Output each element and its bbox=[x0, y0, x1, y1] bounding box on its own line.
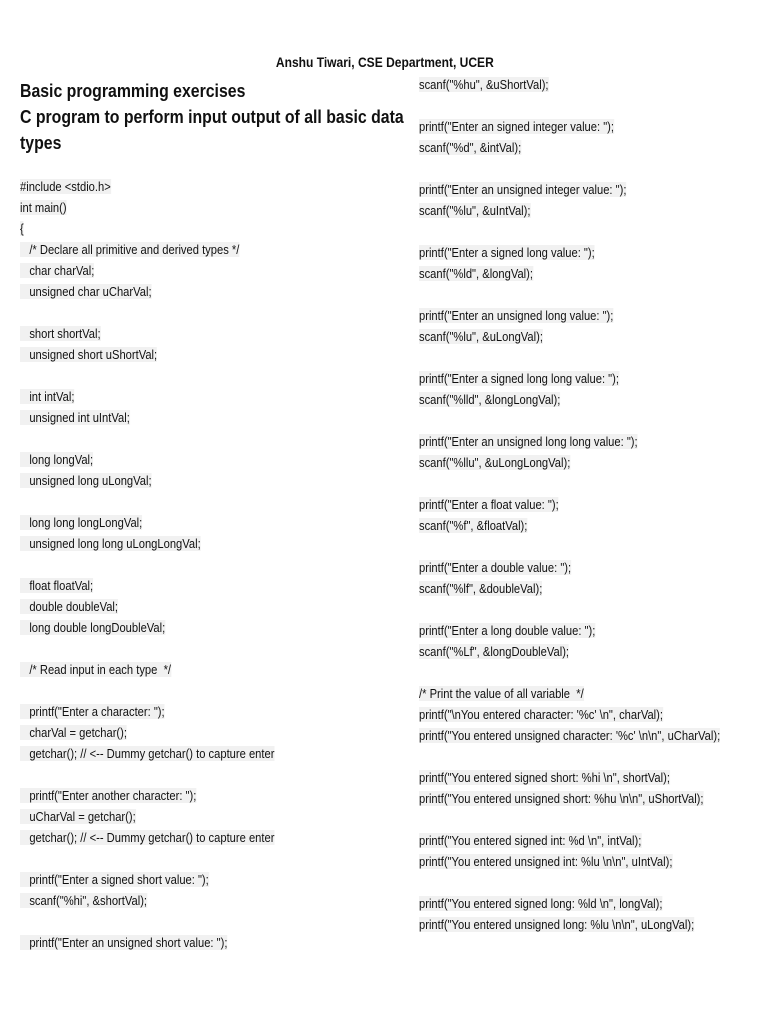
code-line-text: unsigned short uShortVal; bbox=[20, 347, 158, 362]
code-line bbox=[20, 701, 274, 722]
code-line bbox=[419, 95, 720, 116]
code-line-text: printf("You entered unsigned short: %hu \n\n", uShortVal); bbox=[419, 791, 704, 806]
code-line bbox=[20, 554, 274, 575]
code-line-text: /* Read input in each type */ bbox=[20, 662, 172, 677]
code-line bbox=[20, 596, 274, 617]
code-line-text: uCharVal = getchar(); bbox=[20, 809, 136, 824]
code-line bbox=[419, 578, 720, 599]
code-line bbox=[419, 515, 720, 536]
code-line bbox=[20, 449, 274, 470]
code-line-text: unsigned long long uLongLongVal; bbox=[20, 536, 201, 551]
code-line-text: long double longDoubleVal; bbox=[20, 620, 166, 635]
code-line bbox=[419, 809, 720, 830]
code-line-text: scanf("%lu", &uLongVal); bbox=[419, 329, 543, 344]
code-line bbox=[20, 260, 274, 281]
code-line-text: printf("Enter an unsigned long value: "); bbox=[419, 308, 614, 323]
code-line bbox=[419, 368, 720, 389]
code-line-text: charVal = getchar(); bbox=[20, 725, 127, 740]
code-line bbox=[419, 851, 720, 872]
code-line-text: scanf("%ld", &longVal); bbox=[419, 266, 533, 281]
code-line bbox=[419, 74, 720, 95]
code-line-text: printf("Enter a signed long value: "); bbox=[419, 245, 595, 260]
code-line-text: printf("Enter a signed long long value: "); bbox=[419, 371, 619, 386]
code-line-text: printf("Enter a long double value: "); bbox=[419, 623, 596, 638]
code-line bbox=[419, 557, 720, 578]
code-line-text: printf("Enter an unsigned long long value: "); bbox=[419, 434, 638, 449]
code-line bbox=[419, 599, 720, 620]
code-line bbox=[20, 869, 274, 890]
code-line-text: printf("You entered signed long: %ld \n", longVal); bbox=[419, 896, 663, 911]
code-line bbox=[419, 242, 720, 263]
code-line-text: long longVal; bbox=[20, 452, 94, 467]
code-line bbox=[419, 431, 720, 452]
code-line-text: #include <stdio.h> bbox=[20, 179, 111, 194]
code-line bbox=[419, 662, 720, 683]
code-line bbox=[20, 239, 274, 260]
heading-line: C program to perform input output of all basic data bbox=[20, 107, 404, 127]
code-line bbox=[419, 263, 720, 284]
code-line bbox=[419, 830, 720, 851]
code-line bbox=[20, 470, 274, 491]
code-line-text: unsigned int uIntVal; bbox=[20, 410, 130, 425]
code-line bbox=[20, 638, 274, 659]
code-line bbox=[20, 344, 274, 365]
code-line-text: printf("Enter an signed integer value: "); bbox=[419, 119, 615, 134]
code-line bbox=[20, 176, 274, 197]
code-line-text: double doubleVal; bbox=[20, 599, 119, 614]
code-line-text: printf("Enter an unsigned short value: "); bbox=[20, 935, 228, 950]
code-line bbox=[20, 806, 274, 827]
code-line bbox=[419, 746, 720, 767]
code-line bbox=[20, 197, 274, 218]
code-line bbox=[419, 116, 720, 137]
code-line-text: printf("You entered unsigned character: '%c' \n\n", uCharVal); bbox=[419, 728, 721, 743]
code-line-text: unsigned char uCharVal; bbox=[20, 284, 152, 299]
code-line-text: printf("You entered unsigned long: %lu \n\n", uLongVal); bbox=[419, 917, 695, 932]
code-column-right bbox=[419, 74, 720, 935]
code-line bbox=[20, 218, 274, 239]
code-line bbox=[20, 281, 274, 302]
code-line-text: scanf("%lu", &uIntVal); bbox=[419, 203, 531, 218]
code-line bbox=[20, 680, 274, 701]
code-line-text: short shortVal; bbox=[20, 326, 101, 341]
document-header: Anshu Tiwari, CSE Department, UCER bbox=[275, 54, 494, 70]
code-line-text: int intVal; bbox=[20, 389, 75, 404]
code-line bbox=[419, 452, 720, 473]
code-line bbox=[419, 536, 720, 557]
code-line bbox=[20, 911, 274, 932]
code-line bbox=[419, 200, 720, 221]
code-line bbox=[419, 326, 720, 347]
code-line bbox=[419, 158, 720, 179]
code-line bbox=[419, 683, 720, 704]
heading-line: Basic programming exercises bbox=[20, 81, 246, 101]
code-line-text: int main() bbox=[20, 200, 67, 215]
code-line-text: getchar(); // <-- Dummy getchar() to capture enter bbox=[20, 746, 275, 761]
code-line-text: printf("You entered signed int: %d \n", intVal); bbox=[419, 833, 642, 848]
code-line bbox=[419, 389, 720, 410]
code-line-text: printf("Enter another character: "); bbox=[20, 788, 197, 803]
code-line bbox=[20, 890, 274, 911]
code-line bbox=[419, 410, 720, 431]
code-column-left bbox=[20, 176, 274, 953]
code-line-text: printf("Enter a float value: "); bbox=[419, 497, 559, 512]
code-line bbox=[419, 473, 720, 494]
code-line bbox=[419, 641, 720, 662]
code-line bbox=[419, 704, 720, 725]
code-line-text: printf("Enter a character: "); bbox=[20, 704, 165, 719]
code-line bbox=[419, 221, 720, 242]
code-line bbox=[419, 893, 720, 914]
code-line-text: scanf("%hi", &shortVal); bbox=[20, 893, 148, 908]
exercise-heading bbox=[20, 78, 404, 156]
code-line bbox=[20, 302, 274, 323]
code-line bbox=[20, 617, 274, 638]
code-line bbox=[20, 512, 274, 533]
code-line bbox=[419, 284, 720, 305]
code-line bbox=[20, 743, 274, 764]
code-line bbox=[20, 848, 274, 869]
code-line bbox=[20, 428, 274, 449]
code-line bbox=[20, 722, 274, 743]
code-line bbox=[20, 365, 274, 386]
code-line bbox=[419, 305, 720, 326]
code-line-text: { bbox=[20, 221, 24, 236]
code-line bbox=[20, 575, 274, 596]
code-line-text: scanf("%hu", &uShortVal); bbox=[419, 77, 549, 92]
code-line bbox=[419, 494, 720, 515]
code-line-text: char charVal; bbox=[20, 263, 95, 278]
code-line-text: long long longLongVal; bbox=[20, 515, 143, 530]
code-line-text: scanf("%d", &intVal); bbox=[419, 140, 522, 155]
code-line bbox=[419, 725, 720, 746]
code-line bbox=[20, 659, 274, 680]
code-line bbox=[419, 620, 720, 641]
code-line-text: scanf("%llu", &uLongLongVal); bbox=[419, 455, 571, 470]
code-line bbox=[20, 764, 274, 785]
code-line bbox=[20, 407, 274, 428]
code-line bbox=[20, 386, 274, 407]
code-line bbox=[419, 179, 720, 200]
code-line bbox=[419, 767, 720, 788]
code-line bbox=[20, 932, 274, 953]
code-line bbox=[20, 785, 274, 806]
code-line-text: printf("\nYou entered character: '%c' \n", charVal); bbox=[419, 707, 664, 722]
code-line-text: /* Declare all primitive and derived types */ bbox=[20, 242, 240, 257]
code-line-text: printf("Enter an unsigned integer value: "); bbox=[419, 182, 627, 197]
heading-line: types bbox=[20, 133, 62, 153]
code-line-text: /* Print the value of all variable */ bbox=[419, 686, 584, 701]
code-line-text: float floatVal; bbox=[20, 578, 94, 593]
code-line bbox=[419, 914, 720, 935]
code-line-text: printf("You entered signed short: %hi \n", shortVal); bbox=[419, 770, 670, 785]
code-line bbox=[419, 137, 720, 158]
code-line-text: printf("Enter a signed short value: "); bbox=[20, 872, 209, 887]
code-line-text: scanf("%Lf", &longDoubleVal); bbox=[419, 644, 570, 659]
code-line-text: unsigned long uLongVal; bbox=[20, 473, 152, 488]
code-line bbox=[20, 827, 274, 848]
code-line bbox=[419, 788, 720, 809]
code-line bbox=[20, 323, 274, 344]
code-line-text: scanf("%f", &floatVal); bbox=[419, 518, 528, 533]
code-line-text: printf("Enter a double value: "); bbox=[419, 560, 572, 575]
code-line-text: scanf("%lf", &doubleVal); bbox=[419, 581, 543, 596]
code-line-text: printf("You entered unsigned int: %lu \n\n", uIntVal); bbox=[419, 854, 673, 869]
code-line bbox=[20, 533, 274, 554]
code-line bbox=[419, 347, 720, 368]
code-line-text: getchar(); // <-- Dummy getchar() to capture enter bbox=[20, 830, 275, 845]
code-line bbox=[20, 491, 274, 512]
code-line-text: scanf("%lld", &longLongVal); bbox=[419, 392, 561, 407]
code-line bbox=[419, 872, 720, 893]
